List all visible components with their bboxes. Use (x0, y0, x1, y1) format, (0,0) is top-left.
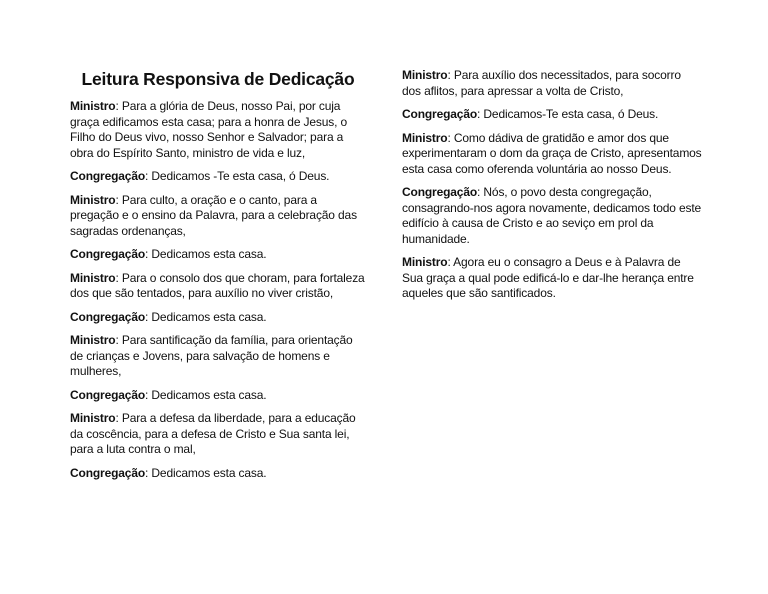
reading-text: : Dedicamos esta casa. (145, 387, 267, 402)
reading-paragraph (402, 255, 702, 302)
reading-paragraph (70, 193, 366, 240)
reading-paragraph (70, 466, 366, 482)
speaker-label: Ministro (70, 99, 116, 113)
speaker-label: Ministro (402, 130, 448, 145)
reading-paragraph (70, 388, 366, 404)
speaker-label: Congregação (402, 107, 478, 121)
reading-paragraph (70, 271, 366, 302)
speaker-label: Ministro (70, 333, 116, 347)
reading-paragraph (70, 333, 366, 380)
reading-paragraph (402, 131, 702, 178)
speaker-label: Congregação (70, 387, 146, 402)
reading-text: : Como dádiva de gratidão e amor dos que experimentaram o dom da graça de Cristo, apresentamos esta casa como oferenda voluntária ao nosso Deus. (402, 130, 702, 176)
reading-text: : Agora eu o consagro a Deus e à Palavra de Sua graça a qual pode edificá-lo e dar-lhe herança entre aqueles que são santificados. (402, 255, 694, 300)
speaker-label: Congregação (70, 309, 146, 324)
reading-text: : Dedicamos -Te esta casa, ó Deus. (145, 169, 330, 183)
reading-paragraph (70, 411, 366, 458)
reading-text: : Para santificação da família, para orientação de crianças e Jovens, para salvação de homens e mulheres, (70, 333, 353, 378)
reading-paragraph (402, 68, 702, 99)
document-title: Leitura Responsiva de Dedicação (81, 69, 355, 89)
reading-paragraph (70, 169, 366, 185)
reading-text: : Para a defesa da liberdade, para a educação da coscência, para a defesa de Cristo e Sua santa lei, para a luta contra o mal, (70, 411, 356, 456)
left-column (70, 68, 366, 489)
reading-text: : Para culto, a oração e o canto, para a pregação e o ensino da Palavra, para a celebração das sagradas ordenanças, (70, 192, 357, 238)
speaker-label: Congregação (70, 169, 146, 183)
reading-paragraph (70, 310, 366, 326)
right-column (402, 68, 702, 310)
reading-text: : Para auxílio dos necessitados, para socorro dos aflitos, para apressar a volta de Cristo, (402, 68, 681, 98)
reading-text: : Para a glória de Deus, nosso Pai, por cuja graça edificamos esta casa; para a honra de Jesus, o Filho do Deus vivo, nosso Senhor e Salvador; para a obra do Espírito Santo, ministro de vida e luz, (70, 99, 348, 160)
reading-text: : Dedicamos-Te esta casa, ó Deus. (477, 107, 659, 121)
speaker-label: Ministro (402, 255, 448, 269)
reading-text: : Dedicamos esta casa. (145, 465, 267, 480)
reading-text: : Dedicamos esta casa. (145, 247, 267, 261)
reading-paragraph (402, 185, 702, 247)
speaker-label: Congregação (402, 185, 478, 199)
speaker-label: Congregação (70, 247, 146, 261)
speaker-label: Ministro (402, 68, 448, 82)
speaker-label: Congregação (70, 465, 146, 480)
speaker-label: Ministro (70, 192, 116, 207)
reading-paragraph (402, 107, 702, 123)
reading-paragraph (70, 247, 366, 263)
speaker-label: Ministro (70, 411, 116, 425)
reading-text: : Nós, o povo desta congregação, consagrando-nos agora novamente, dedicamos todo este edifício à causa de Cristo e ao seviço em prol da humanidade. (402, 185, 702, 246)
reading-paragraph (70, 99, 366, 161)
reading-text: : Para o consolo dos que choram, para fortaleza dos que são tentados, para auxílio no viver cristão, (70, 270, 365, 300)
reading-text: : Dedicamos esta casa. (145, 309, 267, 324)
speaker-label: Ministro (70, 270, 116, 285)
